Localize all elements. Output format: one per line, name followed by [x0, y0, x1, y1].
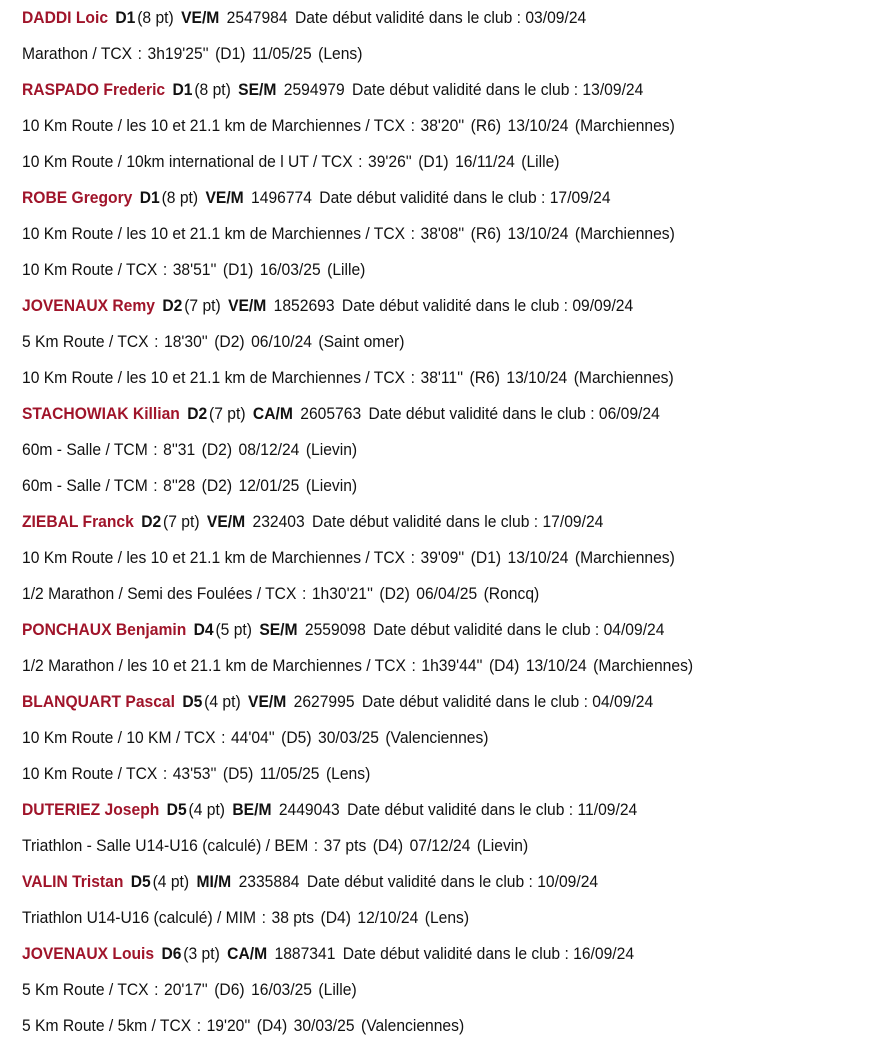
athlete-category: CA/M: [252, 404, 293, 423]
performance-separator: :: [358, 152, 363, 171]
athlete-header: [22, 792, 799, 828]
performance-place: (Valenciennes): [385, 728, 489, 747]
performance-level: (D6): [214, 980, 245, 999]
performance-level: (D4): [320, 908, 351, 927]
performance-time: 37 pts: [323, 836, 367, 855]
performance-time: 38'20'': [420, 116, 465, 135]
performance-separator: :: [221, 728, 226, 747]
athlete-name: VALIN Tristan: [22, 872, 124, 891]
athlete-points: (5 pt): [215, 620, 252, 639]
performance-row: [22, 216, 799, 252]
performance-level: (D1): [470, 548, 502, 567]
athlete-name: DUTERIEZ Joseph: [22, 800, 160, 819]
performance-row: [22, 144, 799, 180]
performance-date: 11/05/25: [251, 44, 312, 63]
performance-separator: :: [410, 224, 415, 243]
performance-level: (D5): [222, 764, 254, 783]
performance-time: 1h30'21'': [311, 584, 373, 603]
performance-level: (R6): [470, 116, 502, 135]
performance-event: Triathlon - Salle U14-U16 (calculé) / BEM: [22, 836, 309, 855]
athlete-header: [22, 612, 799, 648]
performance-row: [22, 1008, 799, 1044]
athlete-level: D5: [130, 872, 151, 891]
performance-event: 1/2 Marathon / les 10 et 21.1 km de Marchiennes / TCX: [22, 656, 406, 675]
athlete-category: MI/M: [196, 872, 232, 891]
athlete-header: [22, 288, 799, 324]
performance-level: (D4): [488, 656, 520, 675]
performance-level: (D2): [379, 584, 410, 603]
athlete-license: 2449043: [278, 800, 340, 819]
athlete-license: 2627995: [293, 692, 355, 711]
athlete-name: RASPADO Frederic: [22, 80, 166, 99]
athlete-validity: Date début validité dans le club : 17/09/24: [312, 512, 604, 531]
performance-event: Triathlon U14-U16 (calculé) / MIM: [22, 908, 257, 927]
athlete-category: VE/M: [228, 296, 267, 315]
athlete-license: 2547984: [226, 8, 288, 27]
performance-place: (Marchiennes): [574, 116, 675, 135]
athlete-license: 1887341: [274, 944, 336, 963]
performance-separator: :: [196, 1016, 202, 1035]
athlete-category: SE/M: [238, 80, 277, 99]
athlete-validity: Date début validité dans le club : 17/09/24: [319, 188, 611, 207]
athlete-points: (8 pt): [137, 8, 174, 27]
performance-event: 10 Km Route / les 10 et 21.1 km de Marchiennes / TCX: [22, 548, 406, 567]
athlete-level: D1: [172, 80, 193, 99]
performance-time: 38'08'': [420, 224, 465, 243]
performance-time: 8''31: [163, 440, 196, 459]
athlete-license: 1852693: [273, 296, 335, 315]
performance-place: (Lens): [318, 44, 363, 63]
performance-row: [22, 648, 799, 684]
athlete-name: JOVENAUX Louis: [22, 944, 155, 963]
performance-event: 10 Km Route / TCX: [22, 764, 158, 783]
performance-event: 10 Km Route / les 10 et 21.1 km de Marchiennes / TCX: [22, 368, 406, 387]
athlete-name: BLANQUART Pascal: [22, 692, 175, 711]
performance-place: (Lievin): [305, 476, 358, 495]
performance-date: 16/03/25: [251, 980, 312, 999]
performance-row: [22, 360, 799, 396]
athlete-header: [22, 72, 799, 108]
athlete-header: [22, 936, 799, 972]
performance-separator: :: [261, 908, 266, 927]
performance-date: 11/05/25: [259, 764, 320, 783]
performance-place: (Marchiennes): [574, 224, 675, 243]
performance-level: (D2): [201, 440, 233, 459]
performance-row: [22, 252, 799, 288]
performance-time: 39'09'': [420, 548, 465, 567]
performance-separator: :: [162, 764, 168, 783]
athlete-points: (3 pt): [183, 944, 220, 963]
athlete-name: PONCHAUX Benjamin: [22, 620, 187, 639]
performance-event: 5 Km Route / TCX: [22, 332, 149, 351]
athlete-level: D2: [141, 512, 162, 531]
performance-separator: :: [137, 44, 142, 63]
performance-level: (D4): [256, 1016, 288, 1035]
performance-date: 13/10/24: [525, 656, 587, 675]
athlete-name: DADDI Loic: [22, 8, 109, 27]
performance-event: 1/2 Marathon / Semi des Foulées / TCX: [22, 584, 297, 603]
performance-place: (Marchiennes): [574, 548, 675, 567]
performance-row: [22, 432, 799, 468]
performance-place: (Roncq): [483, 584, 540, 603]
athlete-category: VE/M: [181, 8, 220, 27]
performance-time: 43'53'': [172, 764, 217, 783]
performance-place: (Marchiennes): [573, 368, 674, 387]
performance-separator: :: [153, 440, 158, 459]
athlete-license: 232403: [252, 512, 305, 531]
athlete-points: (4 pt): [188, 800, 226, 819]
athlete-header: [22, 684, 799, 720]
athlete-points: (8 pt): [194, 80, 231, 99]
performance-time: 38 pts: [271, 908, 315, 927]
athlete-validity: Date début validité dans le club : 06/09/24: [368, 404, 660, 423]
performance-place: (Lievin): [305, 440, 358, 459]
performance-separator: :: [162, 260, 168, 279]
athlete-category: SE/M: [259, 620, 298, 639]
performance-row: [22, 972, 799, 1008]
athlete-points: (4 pt): [204, 692, 241, 711]
athlete-level: D2: [162, 296, 183, 315]
athlete-points: (7 pt): [209, 404, 246, 423]
athlete-level: D4: [193, 620, 214, 639]
performance-row: [22, 324, 799, 360]
performance-event: 10 Km Route / les 10 et 21.1 km de Marchiennes / TCX: [22, 224, 406, 243]
athlete-license: 2559098: [304, 620, 366, 639]
athlete-level: D6: [161, 944, 182, 963]
performance-level: (D4): [372, 836, 404, 855]
performance-level: (D2): [201, 476, 233, 495]
athlete-validity: Date début validité dans le club : 11/09/24: [347, 800, 638, 819]
performance-date: 13/10/24: [507, 548, 569, 567]
performance-date: 30/03/25: [293, 1016, 355, 1035]
performance-event: Marathon / TCX: [22, 44, 133, 63]
performance-time: 19'20'': [206, 1016, 251, 1035]
athlete-header: [22, 504, 799, 540]
performance-date: 13/10/24: [506, 368, 568, 387]
performance-separator: :: [410, 368, 415, 387]
athlete-category: VE/M: [248, 692, 287, 711]
performance-level: (D1): [222, 260, 254, 279]
performance-separator: :: [154, 332, 159, 351]
athlete-name: STACHOWIAK Killian: [22, 404, 180, 423]
performance-time: 3h19'25'': [147, 44, 209, 63]
athlete-validity: Date début validité dans le club : 04/09/24: [373, 620, 665, 639]
performance-row: [22, 720, 799, 756]
performance-event: 5 Km Route / TCX: [22, 980, 149, 999]
performance-time: 18'30'': [164, 332, 208, 351]
performance-date: 30/03/25: [318, 728, 379, 747]
performance-place: (Lille): [327, 260, 366, 279]
performance-time: 38'11'': [420, 368, 464, 387]
athlete-level: D1: [115, 8, 136, 27]
performance-separator: :: [153, 476, 158, 495]
performance-separator: :: [313, 836, 319, 855]
performance-date: 16/11/24: [455, 152, 515, 171]
athlete-category: VE/M: [205, 188, 244, 207]
performance-date: 08/12/24: [238, 440, 300, 459]
athlete-license: 2594979: [283, 80, 345, 99]
athlete-level: D5: [166, 800, 187, 819]
athlete-name: ZIEBAL Franck: [22, 512, 134, 531]
performance-separator: :: [411, 656, 416, 675]
performance-row: [22, 540, 799, 576]
athlete-header: [22, 180, 799, 216]
performance-date: 06/04/25: [416, 584, 478, 603]
athlete-category: CA/M: [227, 944, 268, 963]
performance-level: (R6): [470, 224, 502, 243]
performance-place: (Lille): [318, 980, 357, 999]
performance-row: [22, 108, 799, 144]
performance-time: 44'04'': [230, 728, 275, 747]
performance-event: 60m - Salle / TCM: [22, 476, 148, 495]
performance-separator: :: [410, 116, 415, 135]
athlete-license: 1496774: [251, 188, 312, 207]
performance-place: (Saint omer): [318, 332, 405, 351]
athlete-category: VE/M: [206, 512, 246, 531]
performance-row: [22, 36, 799, 72]
performance-place: (Valenciennes): [360, 1016, 465, 1035]
performance-date: 16/03/25: [259, 260, 321, 279]
athlete-validity: Date début validité dans le club : 10/09/24: [306, 872, 599, 891]
performance-level: (D1): [418, 152, 449, 171]
performance-place: (Lens): [424, 908, 470, 927]
athlete-validity: Date début validité dans le club : 13/09/24: [352, 80, 644, 99]
performance-place: (Marchiennes): [593, 656, 694, 675]
performance-date: 12/01/25: [238, 476, 300, 495]
performance-level: (D1): [215, 44, 246, 63]
athlete-name: JOVENAUX Remy: [22, 296, 155, 315]
performance-time: 8''28: [163, 476, 196, 495]
performance-date: 13/10/24: [507, 116, 569, 135]
athlete-category: BE/M: [232, 800, 272, 819]
performance-place: (Lille): [521, 152, 560, 171]
athlete-license: 2605763: [300, 404, 362, 423]
performance-separator: :: [301, 584, 307, 603]
performance-time: 39'26'': [368, 152, 412, 171]
athlete-validity: Date début validité dans le club : 16/09/24: [342, 944, 635, 963]
performance-row: [22, 576, 799, 612]
performance-event: 10 Km Route / 10km international de l UT / TCX: [22, 152, 353, 171]
athlete-list: [22, 0, 867, 1044]
performance-separator: :: [410, 548, 415, 567]
performance-event: 60m - Salle / TCM: [22, 440, 148, 459]
performance-place: (Lievin): [476, 836, 529, 855]
athlete-header: [22, 0, 799, 36]
performance-date: 12/10/24: [357, 908, 419, 927]
performance-row: [22, 468, 799, 504]
performance-level: (D2): [214, 332, 245, 351]
performance-date: 06/10/24: [251, 332, 312, 351]
performance-event: 5 Km Route / 5km / TCX: [22, 1016, 192, 1035]
performance-row: [22, 828, 799, 864]
athlete-name: ROBE Gregory: [22, 188, 133, 207]
athlete-header: [22, 396, 799, 432]
athlete-license: 2335884: [238, 872, 300, 891]
performance-time: 38'51'': [172, 260, 217, 279]
athlete-validity: Date début validité dans le club : 09/09/24: [341, 296, 634, 315]
performance-row: [22, 756, 799, 792]
athlete-validity: Date début validité dans le club : 04/09/24: [361, 692, 654, 711]
performance-level: (R6): [469, 368, 500, 387]
performance-row: [22, 900, 799, 936]
athlete-level: D2: [187, 404, 208, 423]
performance-event: 10 Km Route / les 10 et 21.1 km de Marchiennes / TCX: [22, 116, 406, 135]
athlete-validity: Date début validité dans le club : 03/09/24: [294, 8, 587, 27]
performance-date: 07/12/24: [409, 836, 471, 855]
athlete-header: [22, 864, 799, 900]
performance-event: 10 Km Route / TCX: [22, 260, 158, 279]
performance-place: (Lens): [325, 764, 371, 783]
athlete-points: (7 pt): [163, 512, 200, 531]
performance-event: 10 Km Route / 10 KM / TCX: [22, 728, 216, 747]
performance-separator: :: [154, 980, 159, 999]
athlete-points: (4 pt): [152, 872, 190, 891]
performance-level: (D5): [281, 728, 312, 747]
performance-time: 20'17'': [164, 980, 208, 999]
performance-time: 1h39'44'': [421, 656, 483, 675]
performance-date: 13/10/24: [507, 224, 569, 243]
athlete-level: D5: [182, 692, 203, 711]
athlete-level: D1: [139, 188, 160, 207]
athlete-points: (7 pt): [184, 296, 221, 315]
athlete-points: (8 pt): [161, 188, 199, 207]
